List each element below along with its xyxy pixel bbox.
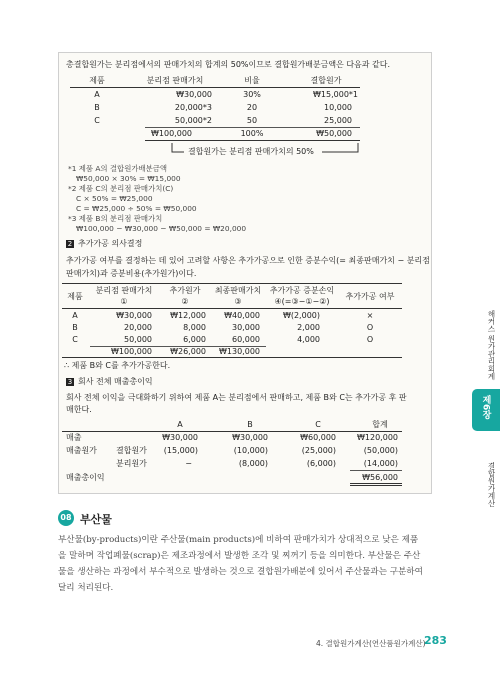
t3-cell: (6,000) [306, 459, 336, 468]
t3-header: C [315, 420, 321, 429]
footnote: ₩50,000 × 30% = ₩15,000 [76, 174, 181, 183]
t2-cell: B [72, 323, 78, 332]
t3-double-rule-1 [350, 483, 402, 484]
section-title: 회사 전체 매출총이익 [78, 377, 153, 386]
brace-note: 결합원가는 분리점 판매가치의 50% [188, 147, 314, 156]
t1-cell: ₩30,000 [176, 90, 212, 99]
t3-total-rule [350, 470, 402, 471]
t2-cell: O [366, 323, 374, 332]
t1-cell: A [94, 90, 100, 99]
t2-cell: ₩12,000 [170, 311, 206, 320]
sidebar-book-title: 해커스 원가관리회계 [487, 310, 496, 380]
t2-cell: × [366, 311, 374, 320]
t1-cell: ₩15,000*1 [313, 90, 358, 99]
t2-cell: 6,000 [183, 335, 206, 344]
body-line: 달리 처리된다. [58, 583, 114, 593]
paragraph: 매한다. [66, 405, 92, 414]
body-line: 물을 생산하는 과정에서 부수적으로 발생하는 것으로 결합원가배분에 있어서 주산물과는 구분하여 [58, 567, 423, 577]
t2-cell: O [366, 335, 374, 344]
footnote: ₩100,000 − ₩30,000 − ₩50,000 = ₩20,000 [76, 224, 247, 233]
t2-header: 추가가공 여부 [345, 292, 395, 301]
t2-bottom-rule [62, 357, 402, 358]
t1-total-rule [145, 127, 360, 128]
t2-cell: ₩40,000 [224, 311, 260, 320]
body-line: 을 말하며 작업폐물(scrap)은 제조과정에서 발생한 조각 및 찌꺼기 등을 의미한다. 부산물은 주산 [58, 551, 421, 561]
t2-cell: 50,000 [124, 335, 152, 344]
t2-header: ③ [234, 297, 242, 306]
footnote: *1 제품 A의 결합원가배분금액 [68, 164, 168, 173]
t2-header: ① [120, 297, 128, 306]
t2-cell: 60,000 [232, 335, 260, 344]
t2-cell: 2,000 [297, 323, 320, 332]
t3-cell: 결합원가 [116, 446, 147, 455]
t1-cell: 50 [246, 116, 258, 125]
sidebar-chapter-title: 결합원가계산 [487, 462, 496, 507]
t1-header-rule [70, 87, 360, 88]
t1-cell: 30% [243, 90, 261, 99]
t3-cell: ₩30,000 [162, 433, 198, 442]
t1-header-sales: 분리점 판매가치 [146, 76, 204, 85]
page-number: 283 [424, 634, 447, 647]
t2-cell: C [72, 335, 78, 344]
t2-header: 분리점 판매가치 [95, 286, 153, 295]
t1-cell: 20,000*3 [174, 103, 212, 112]
footnote: *2 제품 C의 분리점 판매가치(C) [68, 184, 174, 193]
chapter-tab-label: 제6장 [480, 395, 491, 420]
t3-cell: 분리원가 [116, 459, 147, 468]
chapter-tab [472, 389, 500, 431]
t2-cell: A [72, 311, 78, 320]
t3-cell: ₩30,000 [232, 433, 268, 442]
t1-cell: C [94, 116, 100, 125]
paragraph: 회사 전체 이익을 극대화하기 위하여 제품 A는 분리점에서 판매하고, 제품 B와 C는 추가가공 후 판 [66, 393, 407, 402]
t1-cell: 10,000 [324, 103, 352, 112]
conclusion: ∴ 제품 B와 C를 추가가공한다. [64, 361, 171, 370]
section-title: 추가가공 의사결정 [78, 239, 143, 248]
t1-total: ₩100,000 [151, 129, 192, 138]
t3-cell: (25,000) [301, 446, 336, 455]
t2-header: ② [181, 297, 189, 306]
t1-cell: B [94, 103, 100, 112]
t3-cell: ₩56,000 [362, 473, 398, 482]
t1-total: ₩50,000 [316, 129, 352, 138]
t2-cell: ₩30,000 [116, 311, 152, 320]
t2-cell: 30,000 [232, 323, 260, 332]
section-number: 3 [67, 378, 73, 386]
t1-cell: 25,000 [324, 116, 352, 125]
t2-total: ₩130,000 [219, 347, 260, 356]
t2-cell: ₩(2,000) [282, 311, 320, 320]
t3-header: B [247, 420, 253, 429]
t2-cell: 20,000 [124, 323, 152, 332]
section-number: 2 [67, 240, 73, 248]
t2-header: 추가원가 [169, 286, 201, 295]
section-heading: 부산물 [80, 513, 112, 526]
t1-header-product: 제품 [89, 76, 105, 85]
t2-cell: 4,000 [297, 335, 320, 344]
t3-cell: ₩120,000 [357, 433, 398, 442]
t2-header: ④(=③−①−②) [274, 297, 330, 306]
footnote: C = ₩25,000 ÷ 50% = ₩50,000 [76, 204, 197, 213]
t1-total: 100% [240, 129, 264, 138]
t2-header: 추가가공 증분손익 [269, 286, 335, 295]
t2-top-rule [62, 283, 402, 284]
t2-total: ₩100,000 [111, 347, 152, 356]
paragraph: 추가가공 여부를 결정하는 데 있어 고려할 사항은 추가가공으로 인한 증분수익(= 최종판매가치 − 분리점 [66, 256, 430, 265]
t3-cell: (8,000) [238, 459, 268, 468]
t2-header: 제품 [67, 292, 83, 301]
footnote: C × 50% = ₩25,000 [76, 194, 153, 203]
t3-cell: (14,000) [363, 459, 398, 468]
t3-cell: 매출총이익 [66, 473, 105, 482]
t3-header: A [177, 420, 183, 429]
t1-cell: 20 [246, 103, 258, 112]
t2-cell: 8,000 [183, 323, 206, 332]
body-line: 부산물(by-products)이란 주산물(main products)에 비하여 판매가치가 상대적으로 낮은 제품 [58, 535, 419, 545]
intro-text: 총결합원가는 분리점에서의 판매가치의 합계의 50%이므로 결합원가배분금액은 다음과 같다. [66, 60, 391, 69]
t3-header: 합계 [372, 420, 388, 429]
t2-total: ₩26,000 [170, 347, 206, 356]
t2-header: 최종판매가치 [214, 286, 262, 295]
t1-cell: 50,000*2 [174, 116, 212, 125]
footnote: *3 제품 B의 분리점 판매가치 [68, 214, 163, 223]
section-badge: 08 [58, 510, 74, 526]
t3-cell: 매출 [66, 433, 82, 442]
t3-cell: (50,000) [363, 446, 398, 455]
t3-double-rule-2 [350, 485, 402, 486]
t1-header-ratio: 비율 [244, 76, 260, 85]
t3-cell: 매출원가 [66, 446, 97, 455]
t3-header-rule [62, 431, 402, 432]
t3-cell: − [185, 459, 192, 468]
t2-header-rule [62, 308, 402, 309]
t1-header-cost: 결합원가 [310, 76, 342, 85]
t3-cell: ₩60,000 [300, 433, 336, 442]
paragraph: 판매가치)과 증분비용(추가원가)이다. [66, 269, 197, 278]
t3-cell: (10,000) [233, 446, 268, 455]
t3-cell: (15,000) [163, 446, 198, 455]
footer-chapter: 4. 결합원가계산(연산품원가계산) [316, 639, 426, 648]
